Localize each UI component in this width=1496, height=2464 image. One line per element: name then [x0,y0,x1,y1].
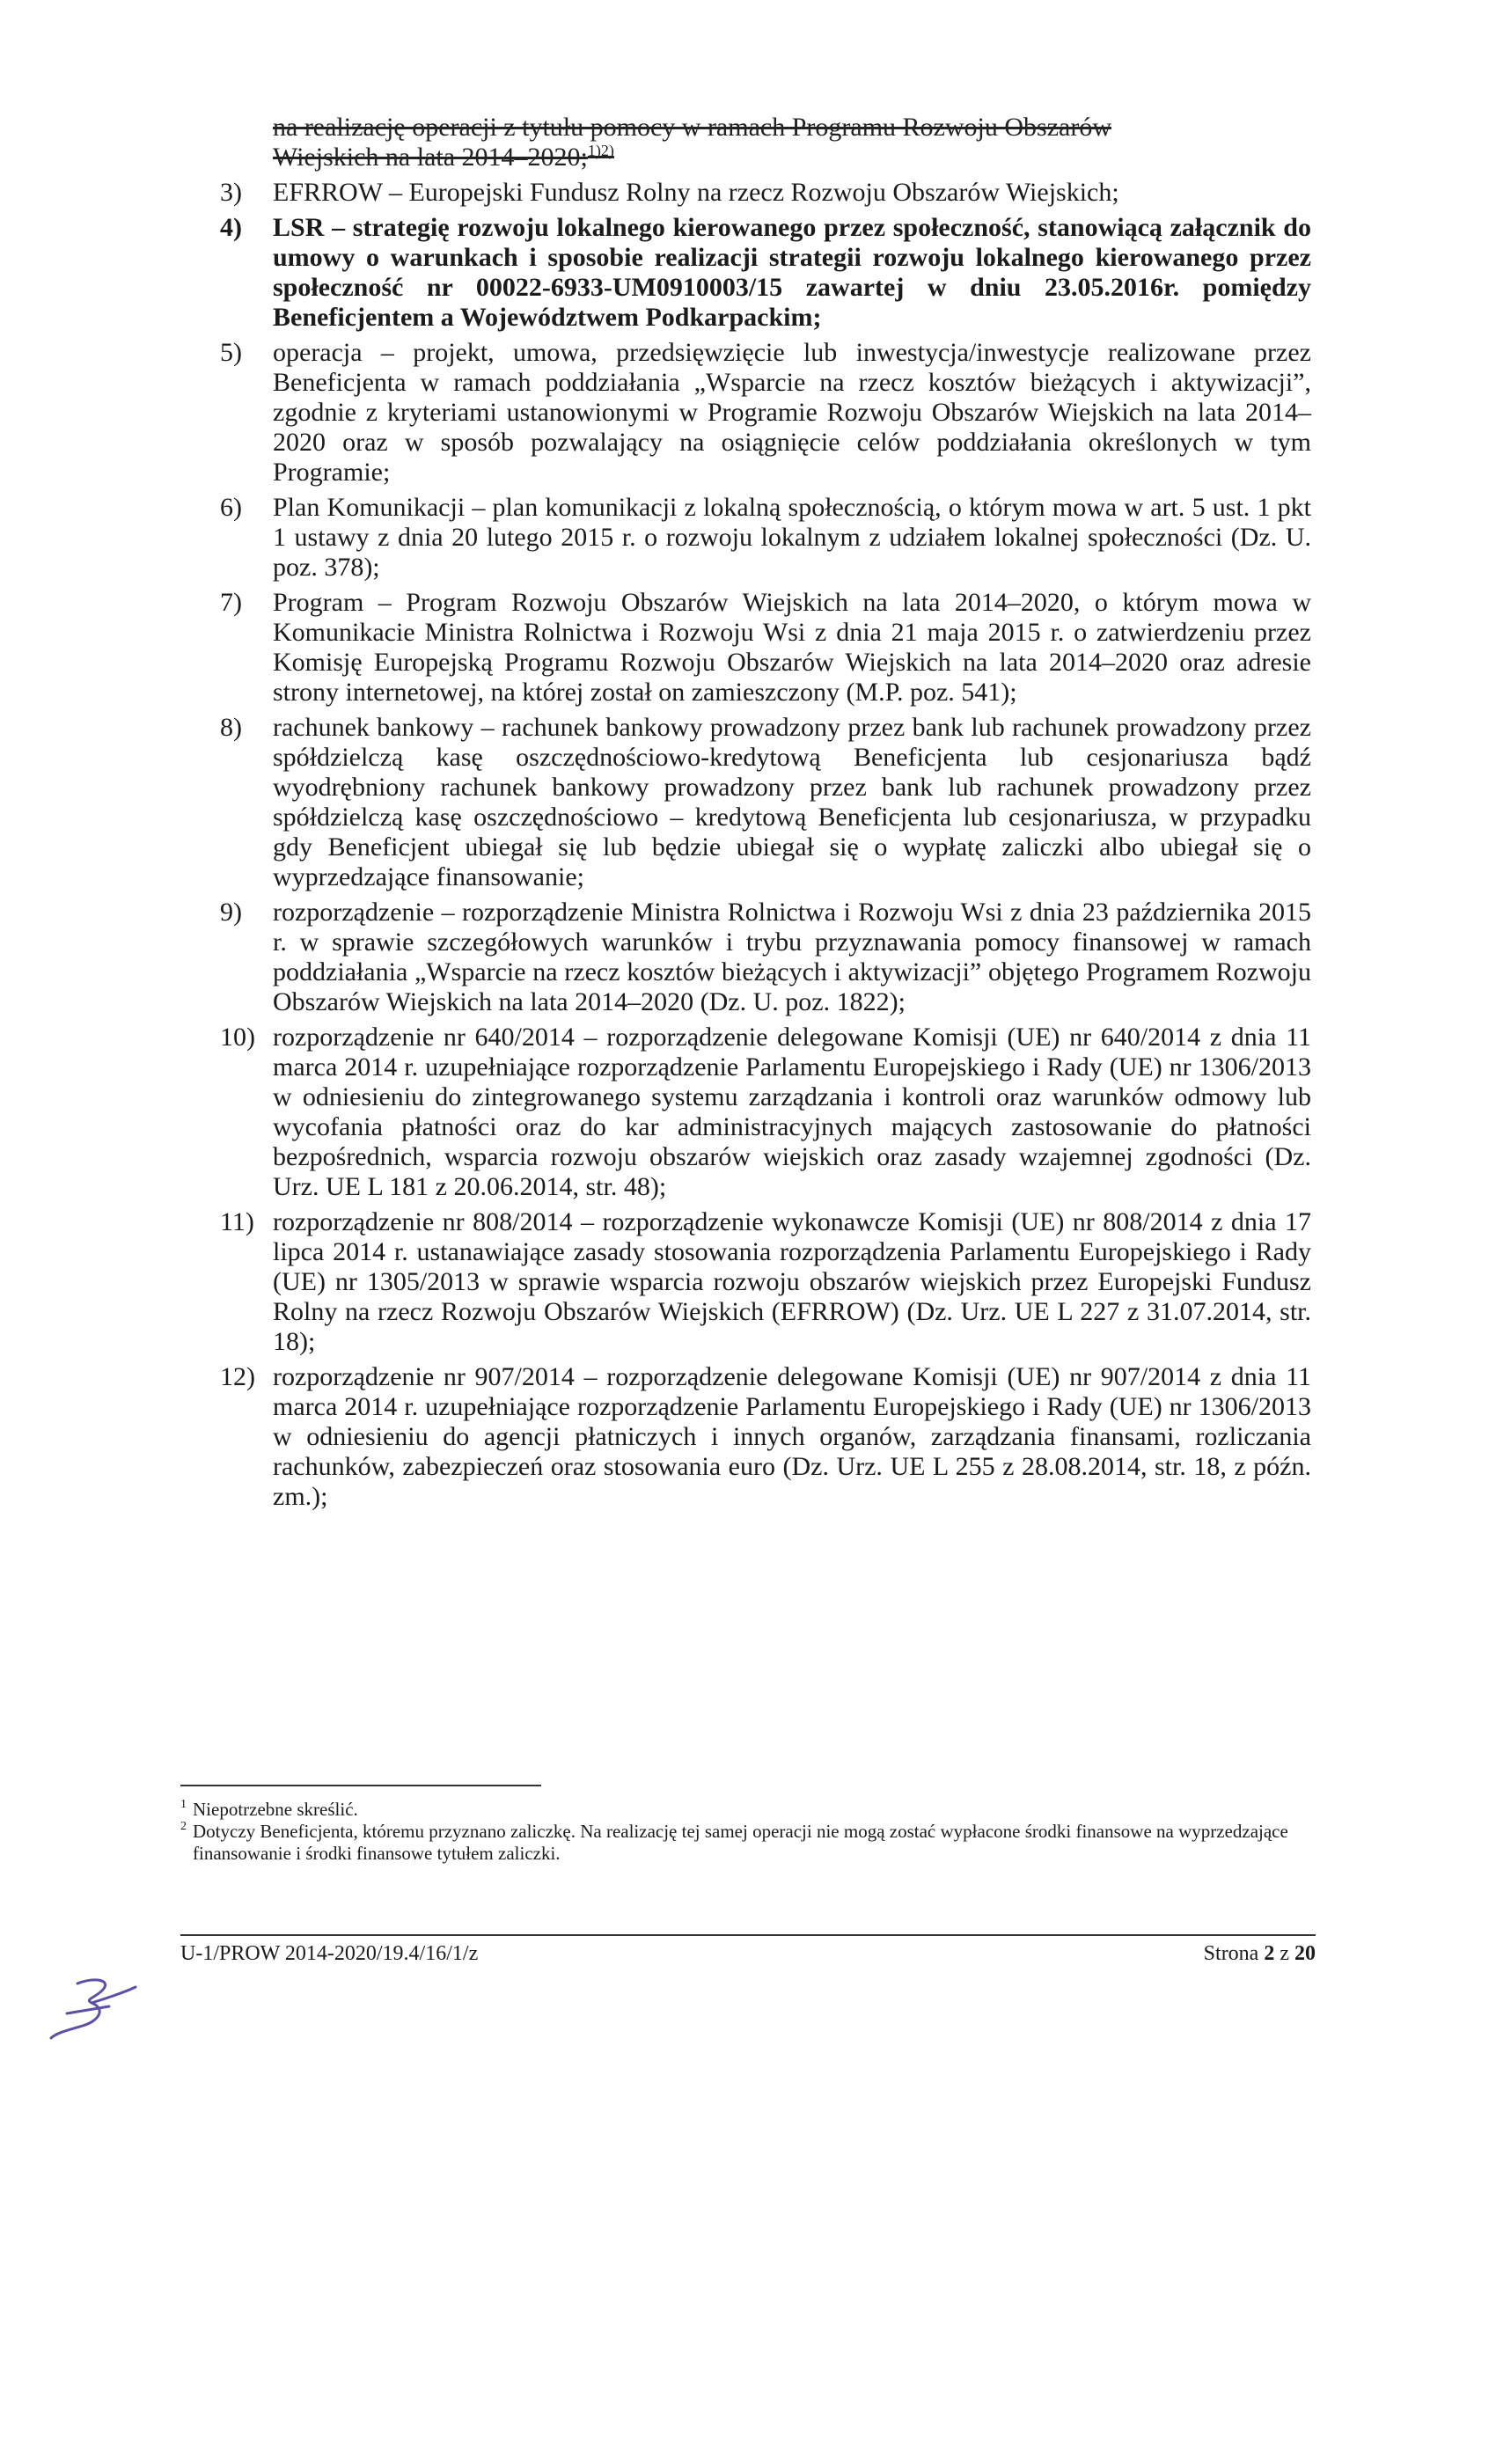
item-number: 11) [220,1207,254,1236]
document-code: U-1/PROW 2014-2020/19.4/16/1/z [180,1942,479,1965]
definition-item-12 [220,1362,1311,1512]
item-text: EFRROW – Europejski Fundusz Rolny na rzecz Rozwoju Obszarów Wiejskich; [273,178,1119,207]
item-text: rozporządzenie nr 808/2014 – rozporządzenie wykonawcze Komisji (UE) nr 808/2014 z dnia 17 lipca 2014 r. ustanawiające zasady stosowania rozporządzenia Parlamentu Europejskiego i Rady (UE) nr 1305/2013 w sprawie wsparcia rozwoju obszarów wiejskich przez Europejski Fundusz Rolny na rzecz Rozwoju Obszarów Wiejskich (EFRROW) (Dz. Urz. UE L 227 z 31.07.2014, str. 18); [273,1207,1311,1356]
footnote-2 [180,1821,1316,1865]
item-number: 7) [220,588,242,617]
item-number: 8) [220,713,242,742]
page-label: Strona [1203,1942,1259,1965]
footnote-ref: 1)2) [587,142,614,159]
item-number: 12) [220,1362,255,1391]
struck-text-line-1: na realizację operacji z tytułu pomocy w ramach Programu Rozwoju Obszarów [273,113,1111,142]
page-current: 2 [1264,1942,1275,1965]
page-number [1204,1942,1316,1966]
page-total: 20 [1294,1942,1316,1965]
footer-separator [180,1934,1316,1936]
struck-text-line-2: Wiejskich na lata 2014–2020; [273,143,588,172]
document-body [220,113,1311,1512]
item-number: 10) [220,1023,255,1052]
item-number: 4) [220,213,242,242]
item-text: operacja – projekt, umowa, przedsięwzięcie lub inwestycja/inwestycje realizowane przez Beneficjenta w ramach poddziałania „Wsparcie na rzecz kosztów bieżących i aktywizacji”, zgodnie z kryteriami ustanowionymi w Programie Rozwoju Obszarów Wiejskich na lata 2014–2020 oraz w sposób pozwalający na osiągnięcie celów poddziałania określonych w tym Programie; [273,338,1311,487]
item-number: 5) [220,338,242,367]
handwritten-initials [44,1971,141,2042]
footnote-text: Dotyczy Beneficjenta, któremu przyznano zaliczkę. Na realizację tej samej operacji nie mogą zostać wypłacone środki finansowe na wyprzedzające finansowanie i środki finansowe tytułem zaliczki. [193,1821,1288,1864]
item-number: 9) [220,898,242,927]
item-text: rozporządzenie – rozporządzenie Ministra Rolnictwa i Rozwoju Wsi z dnia 23 października 2015 r. w sprawie szczegółowych warunków i trybu przyznawania pomocy finansowej w ramach poddziałania „Wsparcie na rzecz kosztów bieżących i aktywizacji” objętego Programem Rozwoju Obszarów Wiejskich na lata 2014–2020 (Dz. U. poz. 1822); [273,898,1311,1016]
definition-item-8 [220,713,1311,892]
footnote-1 [180,1799,1316,1821]
item-text: rachunek bankowy – rachunek bankowy prowadzony przez bank lub rachunek prowadzony przez spółdzielczą kasę oszczędnościowo-kredytową Beneficjenta lub cesjonariusza bądź wyodrębniony rachunek bankowy prowadzony przez bank lub rachunek prowadzony przez spółdzielczą kasę oszczędnościowo – kredytową Beneficjenta lub cesjonariusza, w przypadku gdy Beneficjent ubiegał się lub będzie ubiegał się o wypłatę zaliczki albo ubiegał się o wyprzedzające finansowanie; [273,713,1311,891]
page-footer [180,1942,1316,1966]
definition-item-9 [220,898,1311,1017]
footnote-mark: 1 [180,1798,187,1811]
item-text: Plan Komunikacji – plan komunikacji z lokalną społecznością, o którym mowa w art. 5 ust. 1 pkt 1 ustawy z dnia 20 lutego 2015 r. o rozwoju lokalnym z udziałem lokalnej społeczności (Dz. U. poz. 378); [273,493,1311,582]
definition-item-11 [220,1207,1311,1357]
item-text: rozporządzenie nr 640/2014 – rozporządzenie delegowane Komisji (UE) nr 640/2014 z dnia 11 marca 2014 r. uzupełniające rozporządzenie Parlamentu Europejskiego i Rady (UE) nr 1306/2013 w odniesieniu do zintegrowanego systemu zarządzania i kontroli oraz warunków odmowy lub wycofania płatności oraz do kar administracyjnych mających zastosowanie do płatności bezpośrednich, wsparcia rozwoju obszarów wiejskich oraz zasady wzajemnej zgodności (Dz. Urz. UE L 181 z 20.06.2014, str. 48); [273,1023,1311,1201]
definition-item-3 [220,178,1311,208]
definition-item-5 [220,338,1311,488]
item-number: 3) [220,178,242,207]
item-text: rozporządzenie nr 907/2014 – rozporządzenie delegowane Komisji (UE) nr 907/2014 z dnia 11 marca 2014 r. uzupełniające rozporządzenie Parlamentu Europejskiego i Rady (UE) nr 1306/2013 w odniesieniu do agencji płatniczych i innych organów, zarządzania finansami, rozliczania rachunków, zabezpieczeń oraz stosowania euro (Dz. Urz. UE L 255 z 28.08.2014, str. 18, z późn. zm.); [273,1362,1311,1511]
item-text: LSR – strategię rozwoju lokalnego kierowanego przez społeczność, stanowiącą załącznik do umowy o warunkach i sposobie realizacji strategii rozwoju lokalnego kierowanego przez społeczność nr 00022-6933-UM0910003/15 zawartej w dniu 23.05.2016r. pomiędzy Beneficjentem a Województwem Podkarpackim; [273,213,1311,332]
definition-item-10 [220,1023,1311,1202]
definition-item-6 [220,493,1311,583]
item-text: Program – Program Rozwoju Obszarów Wiejskich na lata 2014–2020, o którym mowa w Komunikacie Ministra Rolnictwa i Rozwoju Wsi z dnia 21 maja 2015 r. o zatwierdzeniu przez Komisję Europejską Programu Rozwoju Obszarów Wiejskich na lata 2014–2020 oraz adresie strony internetowej, na której został on zamieszczony (M.P. poz. 541); [273,588,1311,707]
definition-item-7 [220,588,1311,708]
item-number: 6) [220,493,242,522]
footnote-text: Niepotrzebne skreślić. [193,1799,358,1820]
struck-through-text [273,113,1311,172]
footnotes [180,1799,1316,1865]
page-separator: z [1280,1942,1289,1965]
footnote-separator [180,1785,541,1786]
footnote-mark: 2 [180,1820,187,1833]
definition-item-4 [220,213,1311,333]
